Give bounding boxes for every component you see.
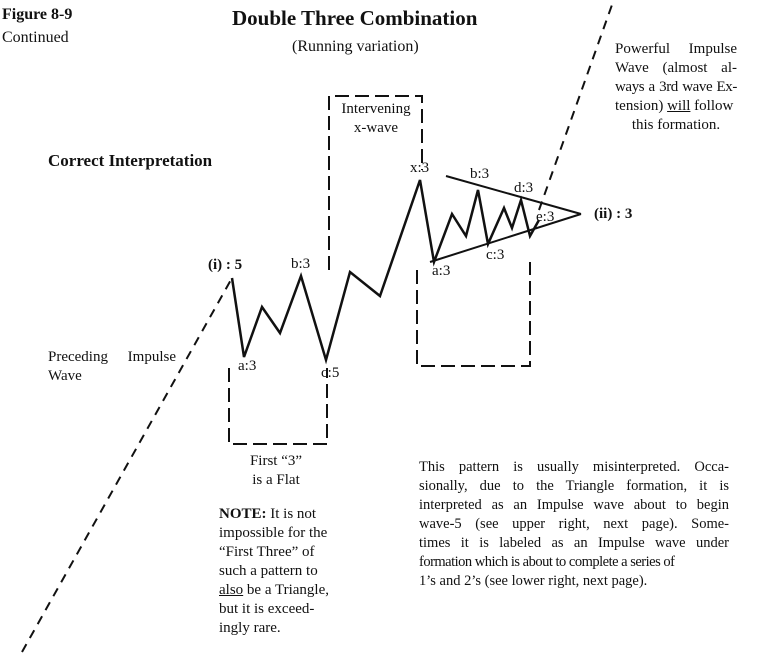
- label-c5: c:5: [321, 365, 340, 381]
- label-a3-first: a:3: [238, 358, 257, 374]
- first-three-bracket: [229, 368, 327, 444]
- figure-continued: Continued: [2, 29, 69, 46]
- label-ii3: (ii) : 3: [594, 206, 633, 222]
- label-d3-triangle: d:3: [514, 180, 534, 196]
- powerful-impulse-line: [539, 2, 613, 210]
- label-x3: x:3: [410, 160, 430, 176]
- wave-path: [232, 180, 539, 360]
- label-b3-first: b:3: [291, 256, 311, 272]
- label-c3-triangle: c:3: [486, 247, 505, 263]
- page-title: Double Three Combination: [232, 6, 478, 30]
- powerful-line-4: tension) will follow: [615, 98, 734, 114]
- note-block: NOTE: It is not impossible for the “First Three” of such a pattern to also be a Triangle, but it is exceed- ingly rare.: [219, 506, 329, 636]
- preceding-impulse-label: Preceding Impulse Wave: [48, 349, 176, 384]
- label-b3-triangle: b:3: [470, 166, 490, 182]
- section-title: Correct Interpretation: [48, 151, 213, 170]
- figure-label: Figure 8-9: [2, 6, 73, 23]
- label-a3-triangle: a:3: [432, 263, 451, 279]
- page-subtitle: (Running variation): [292, 38, 419, 55]
- powerful-impulse-label: Powerful Impulse Wave (almost al- ways a 3rd wave Ex- tension) will follow this formation.: [615, 41, 737, 133]
- triangle-lower-line: [430, 214, 581, 262]
- first-three-label: First “3” is a Flat: [249, 453, 303, 488]
- preceding-impulse-line: [22, 278, 232, 652]
- intervening-label: Intervening x-wave: [341, 101, 411, 136]
- pattern-paragraph: This pattern is usually misinterpreted. Occa- sionally, due to the Triangle formation, it is interpreted as an Impulse wave about to begin wave-5 (see upper right, next page). Some- times it is labeled as an Impulse wave under formation which is about to complete a series of 1’s and 2’s (see lower right, next page).: [419, 459, 729, 589]
- label-e3-triangle: e:3: [536, 209, 555, 225]
- label-i5: (i) : 5: [208, 257, 243, 273]
